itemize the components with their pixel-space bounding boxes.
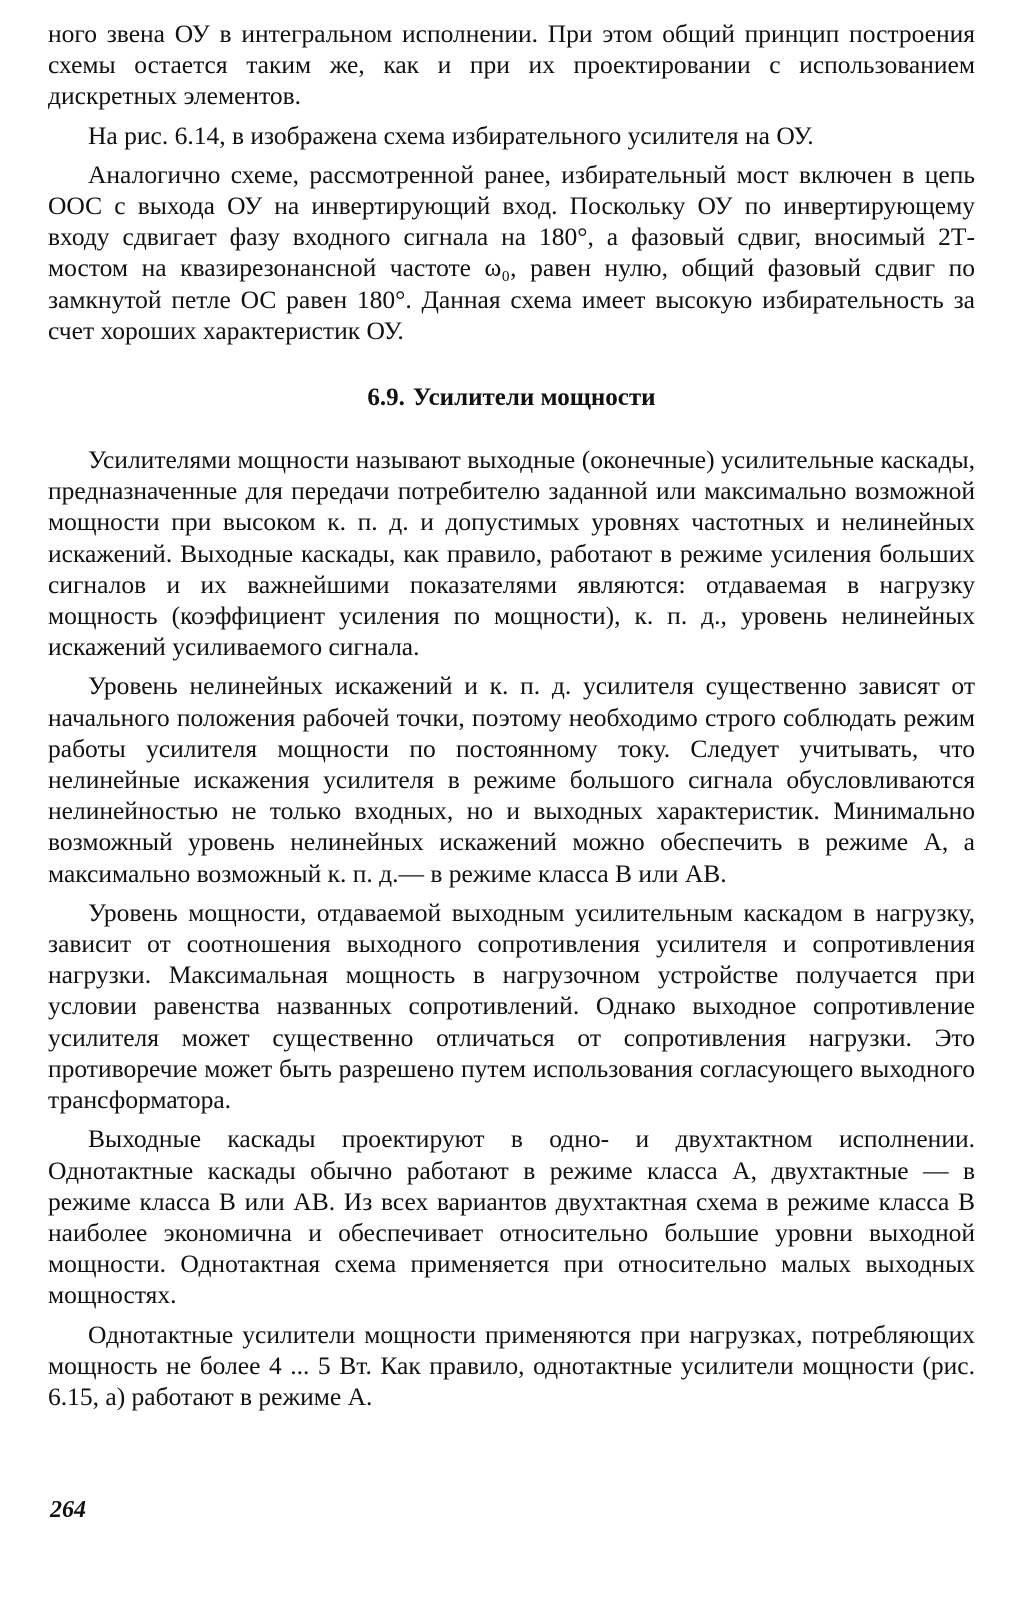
body-paragraph: Однотактные усилители мощности применяются при нагрузках, потребляющих мощность не более 4 ... 5 Вт. Как правило, однотактные усилители мощности (рис. 6.15, а) работают в режиме A. [48,1319,975,1411]
body-paragraph: Выходные каскады проектируют в одно- и двухтактном исполнении. Однотактные каскады обычно работают в режиме класса A, двухтактные — в режиме класса B или AB. Из всех вариантов двухтактная схема в режиме класса B наиболее экономична и обеспечивает относительно большие уровни выходной мощности. Однотактная схема применяется при относительно малых выходных мощностях. [48,1124,975,1310]
figure-reference-paragraph: На рис. 6.14, в изображена схема избирательного усилителя на ОУ. [88,120,814,150]
bridge-description-paragraph: Аналогично схеме, рассмотренной ранее, избирательный мост включен в цепь ООС с выхода ОУ на инвертирующий вход. Поскольку ОУ по инвертирующему входу сдвигает фазу входного сигнала на 180°, а фазовый сдвиг, вносимый 2Т-мостом на квазирезонансной частоте ω₀, равен нулю, общий фазовый сдвиг по замкнутой петле ОС равен 180°. Данная схема имеет высокую избирательность за счет хороших характеристик ОУ. [48,159,975,345]
section-title: Усилители мощности [412,384,656,412]
page-number: 264 [50,1497,86,1523]
section-heading [48,382,975,414]
body-paragraph: Уровень нелинейных искажений и к. п. д. усилителя существенно зависят от начального положения рабочей точки, поэтому необходимо строго соблюдать режим работы усилителя мощности по постоянному току. Следует учитывать, что нелинейные искажения усилителя в режиме большого сигнала обусловливаются нелинейностью не только входных, но и выходных характеристик. Минимально возможный уровень нелинейных искажений можно обеспечить в режиме A, а максимально возможный к. п. д.— в режиме класса B или AB. [48,671,975,888]
body-paragraph: Уровень мощности, отдаваемой выходным усилительным каскадом в нагрузку, зависит от соотношения выходного сопротивления усилителя и сопротивления нагрузки. Максимальная мощность в нагрузочном устройстве получается при условии равенства названных сопротивлений. Однако выходное сопротивление усилителя может существенно отличаться от сопротивления нагрузки. Это противоречие может быть разрешено путем использования согласующего выходного трансформатора. [48,897,975,1115]
continued-paragraph: ного звена ОУ в интегральном исполнении. При этом общий принцип построения схемы остается таким же, как и при их проектировании с использованием дискретных элементов. [48,19,975,111]
section-number: 6.9. [367,384,405,412]
body-paragraph: Усилителями мощности называют выходные (оконечные) усилительные каскады, предназначенные для передачи потребителю заданной или максимально возможной мощности при высоком к. п. д. и допустимых уровнях частотных и нелинейных искажений. Выходные каскады, как правило, работают в режиме усиления больших сигналов и их важнейшими показателями являются: отдаваемая в нагрузку мощность (коэффициент усиления по мощности), к. п. д., уровень нелинейных искажений усиливаемого сигнала. [48,445,975,662]
